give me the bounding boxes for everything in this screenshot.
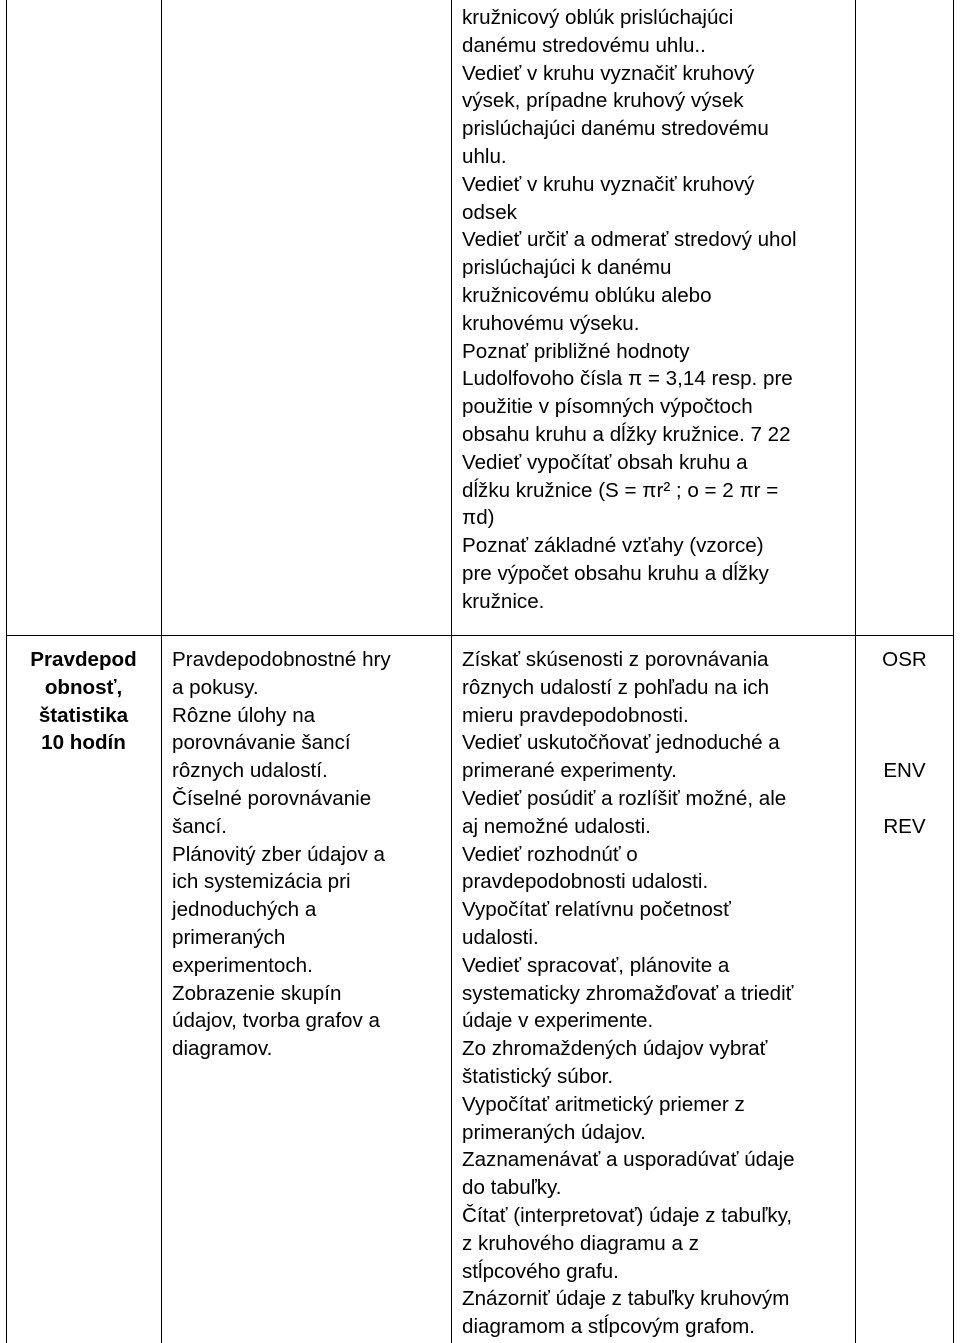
table-row-separator: [6, 635, 954, 636]
continuation-goals-text: kružnicový oblúk prislúchajúci danému stredovému uhlu.. Vedieť v kruhu vyznačiť kruhový výsek, prípadne kruhový výsek prislúchajúci danému stredovému uhlu. Vedieť v kruhu vyznačiť kruhový odsek Vedieť určiť a odmerať stredový uhol prislúchajúci k danému kružnicovému oblúku alebo kruhovému výseku. Poznať približné hodnoty Ludolfovoho čísla π = 3,14 resp. pre použitie v písomných výpočtoch obsahu kruhu a dĺžky kružnice. 7 22 Vedieť vypočítať obsah kruhu a dĺžku kružnice (S = πr² ; o = 2 πr = πd) Poznať základné vzťahy (vzorce) pre výpočet obsahu kruhu a dĺžky kružnice.: [462, 6, 797, 613]
cross-topic-env: ENV: [883, 759, 926, 782]
table-border-left: [6, 0, 7, 1343]
cross-topic-osr: OSR: [882, 648, 927, 671]
table-border-right: [953, 0, 954, 1343]
table-divider-2: [451, 0, 452, 1343]
content-cell: Pravdepodobnostné hry a pokusy. Rôzne úlohy na porovnávanie šancí rôznych udalostí. Číselné porovnávanie šancí. Plánovitý zber údajov a ich systemizácia pri jednoduchých a primeraných experimentoch. Zobrazenie skupín údajov, tvorba grafov a diagramov.: [172, 648, 391, 1061]
table-divider-1: [161, 0, 162, 1343]
topic-cell: Pravdepod obnosť, štatistika 10 hodín: [30, 648, 137, 755]
goals-cell: Získať skúsenosti z porovnávania rôznych udalostí z pohľadu na ich mieru pravdepodobnosti. Vedieť uskutočňovať jednoduché a primerané experimenty. Vedieť posúdiť a rozlíšiť možné, ale aj nemožné udalosti. Vedieť rozhodnúť o pravdepodobnosti udalosti. Vypočítať relatívnu početnosť udalosti. Vedieť spracovať, plánovite a systematicky zhromažďovať a triediť údaje v experimente. Zo zhromaždených údajov vybrať štatistický súbor. Vypočítať aritmetický priemer z primeraných údajov. Zaznamenávať a usporadúvať údaje do tabuľky. Čítať (interpretovať) údaje z tabuľky, z kruhového diagramu a z stĺpcového grafu. Znázorniť údaje z tabuľky kruhovým diagramom a stĺpcovým grafom.: [462, 648, 795, 1339]
cross-topic-rev: REV: [883, 815, 926, 838]
